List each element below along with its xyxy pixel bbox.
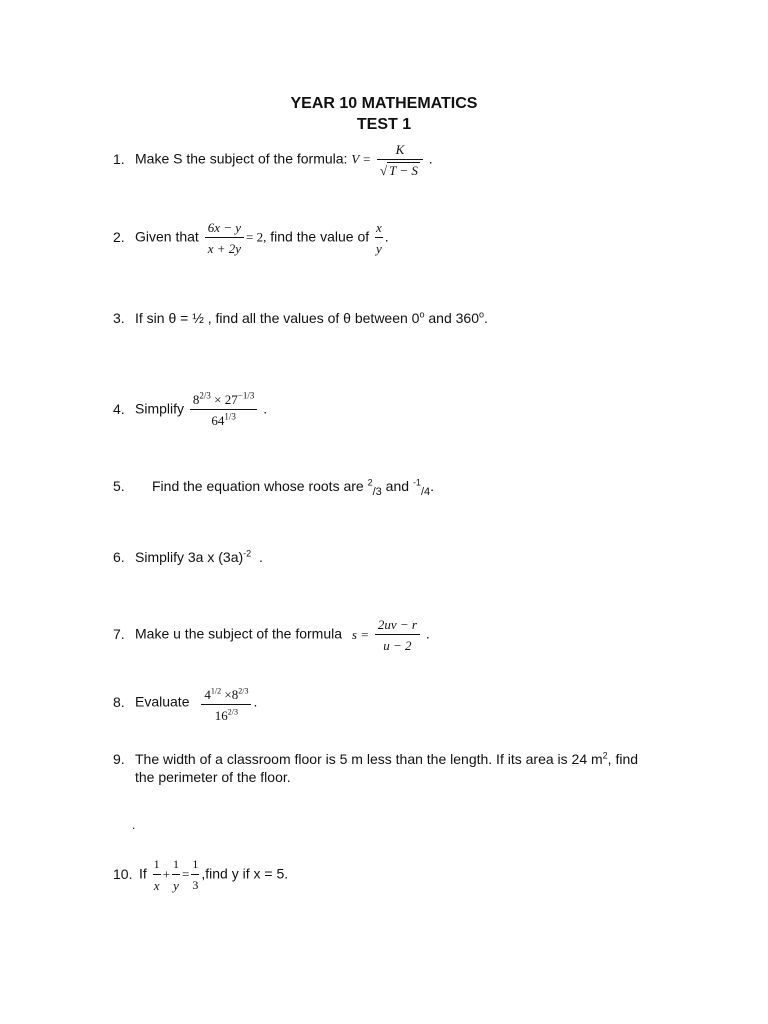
question-7 xyxy=(113,617,430,653)
question-9 xyxy=(113,750,638,768)
question-text-2: and 360 xyxy=(424,310,479,326)
question-number: 5. xyxy=(113,478,125,494)
squared-exponent: 2 xyxy=(602,750,608,761)
ratio-numerator: x xyxy=(375,220,383,238)
exponent-b: 2/3 xyxy=(238,686,249,696)
radicand: T − S xyxy=(389,163,418,178)
question-end: . xyxy=(384,228,389,245)
fraction-2 xyxy=(172,857,180,893)
question-end: . xyxy=(484,310,488,326)
ratio-denominator: y xyxy=(376,241,382,256)
root-2-numerator: -1 xyxy=(412,477,421,488)
test-title-line1: YEAR 10 MATHEMATICS xyxy=(290,95,478,112)
question-text-2: ,find y if x = 5. xyxy=(201,865,289,882)
fraction-denominator xyxy=(201,705,251,723)
question-4 xyxy=(113,392,267,428)
question-text: If xyxy=(139,865,147,882)
question-end: . xyxy=(430,478,435,494)
base-a: 8 xyxy=(192,392,200,407)
fraction-3-denominator: 3 xyxy=(192,878,199,892)
question-text-2: find the value of xyxy=(270,228,370,245)
root-1-denominator: /3 xyxy=(372,485,382,498)
and-text: and xyxy=(381,478,413,494)
fraction-numerator: 6x − y xyxy=(205,220,244,238)
question-1 xyxy=(113,142,433,178)
times-base-b: × 27 xyxy=(210,392,238,407)
formula-rhs: = 2, xyxy=(246,229,267,245)
formula-fraction xyxy=(205,220,244,256)
fraction-3 xyxy=(191,857,199,893)
square-root-icon: √ T − S xyxy=(379,163,418,178)
ratio-fraction xyxy=(375,220,383,256)
fraction-denominator xyxy=(377,160,423,178)
question-end: . xyxy=(251,549,263,565)
question-text: Simplify xyxy=(135,400,185,417)
stray-mark: . xyxy=(132,818,136,832)
base-c: 64 xyxy=(211,413,225,428)
base-c: 16 xyxy=(214,708,228,723)
root-2-denominator: /4 xyxy=(420,485,431,498)
fraction-2-denominator: y xyxy=(173,878,179,893)
exponent-a: 2/3 xyxy=(199,390,211,401)
question-10 xyxy=(113,857,288,893)
fraction-numerator xyxy=(201,683,251,705)
question-text: If sin θ = ½ , find all the values of θ between 0 xyxy=(135,310,420,326)
fraction-1 xyxy=(153,857,161,893)
fraction-numerator: 2uv − r xyxy=(375,617,420,635)
times-base-b: ×8 xyxy=(221,687,239,702)
exponent-a: 1/2 xyxy=(210,686,222,696)
question-number: 6. xyxy=(113,549,125,565)
plus-sign: + xyxy=(162,866,171,882)
question-text-line1: The width of a classroom floor is 5 m less than the length. If its area is 24 m xyxy=(135,751,603,767)
question-6 xyxy=(113,548,263,566)
question-number: 7. xyxy=(113,625,125,642)
question-text: Simplify 3a x (3a) xyxy=(135,549,244,565)
question-8 xyxy=(113,683,257,723)
question-end: . xyxy=(428,150,433,167)
exponent: -2 xyxy=(243,548,252,559)
formula-fraction xyxy=(375,617,420,653)
fraction-1-numerator: 1 xyxy=(153,857,161,875)
degree-symbol: o xyxy=(419,309,425,320)
formula-fraction xyxy=(377,142,423,178)
formula-fraction xyxy=(190,392,257,428)
fraction-1-denominator: x xyxy=(153,878,160,893)
formula-lhs: V = xyxy=(351,151,372,167)
question-end: . xyxy=(425,625,430,642)
question-number: 9. xyxy=(113,751,125,767)
question-number: 2. xyxy=(113,228,125,245)
fraction-numerator: K xyxy=(377,142,423,160)
fraction-3-numerator: 1 xyxy=(191,857,199,875)
question-3 xyxy=(113,309,488,327)
formula-lhs: s = xyxy=(351,626,369,642)
question-number: 4. xyxy=(113,400,125,417)
question-number: 3. xyxy=(113,310,125,326)
exponent-c: 2/3 xyxy=(227,707,239,717)
fraction-denominator xyxy=(190,410,257,428)
fraction-numerator xyxy=(190,392,257,410)
question-text: Find the equation whose roots are xyxy=(152,478,364,494)
question-text: Given that xyxy=(135,228,199,245)
fraction-denominator: x + 2y xyxy=(207,241,242,256)
question-9-line2: the perimeter of the floor. xyxy=(135,769,291,785)
question-number: 8. xyxy=(113,693,125,710)
base-a: 4 xyxy=(204,687,211,702)
question-text: Make S the subject of the formula: xyxy=(135,150,348,167)
question-text-line1-end: , find xyxy=(607,751,639,767)
fraction-2-numerator: 1 xyxy=(172,857,180,875)
exponent-c: 1/3 xyxy=(224,411,236,422)
question-text: Evaluate xyxy=(135,693,190,710)
exponent-b: −1/3 xyxy=(237,390,255,401)
degree-symbol-2: o xyxy=(478,309,484,320)
question-end: . xyxy=(253,693,258,710)
test-title-line2: TEST 1 xyxy=(356,116,412,133)
root-1-numerator: 2 xyxy=(367,477,373,488)
question-number: 1. xyxy=(113,150,125,167)
formula-fraction xyxy=(201,683,251,723)
question-2 xyxy=(113,220,389,256)
question-text: Make u the subject of the formula xyxy=(135,625,342,642)
question-end: . xyxy=(263,400,268,417)
question-5 xyxy=(113,477,435,498)
equals-sign: = xyxy=(182,866,190,882)
fraction-denominator: u − 2 xyxy=(383,638,412,653)
question-number: 10. xyxy=(113,865,133,882)
